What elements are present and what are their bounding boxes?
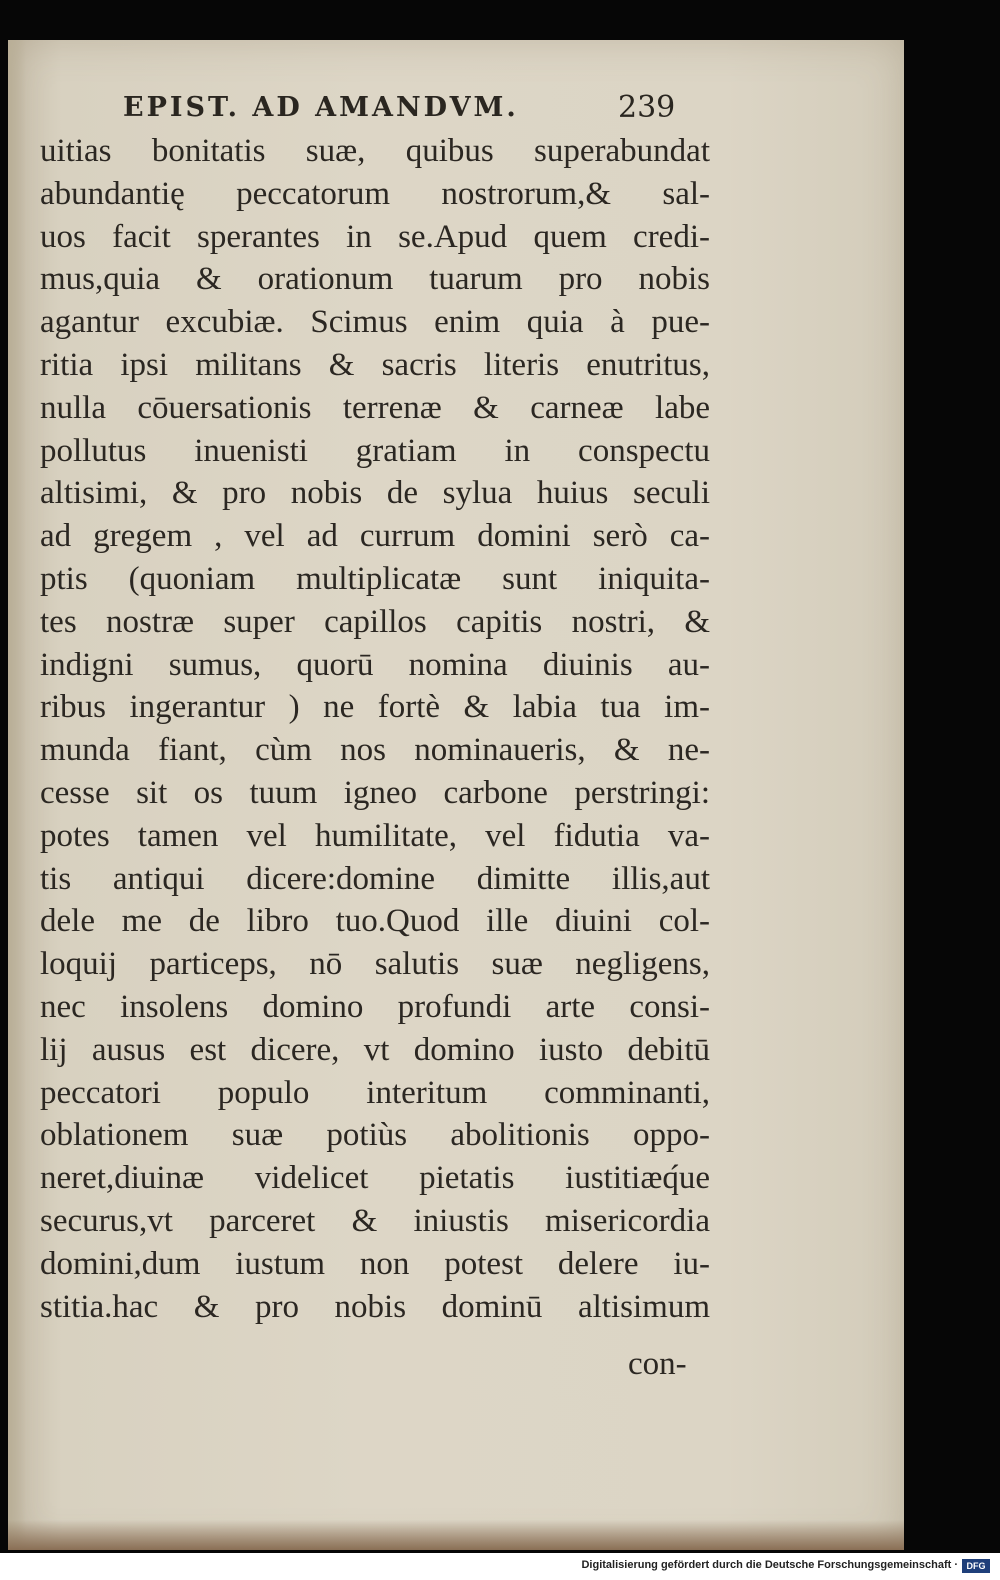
text-line: tis antiqui dicere:domine dimitte illis,aut [40,860,710,897]
dfg-logo-icon: DFG [962,1559,990,1573]
body-text [40,130,710,1328]
text-line: uitias bonitatis suæ, quibus superabundat [40,133,710,169]
text-line: ad gregem , vel ad currum domini serò ca- [40,518,710,555]
text-line: agantur excubiæ. Scimus enim quia à pue- [40,304,710,341]
text-line: altisimi, & pro nobis de sylua huius seculi [40,475,710,512]
funding-credit: Digitalisierung gefördert durch die Deutsche Forschungsgemeinschaft · [581,1559,958,1571]
text-line: neret,diuinæ videlicet pietatis iustitiæq́ue [40,1160,710,1197]
text-line: peccatori populo interitum comminanti, [40,1074,710,1111]
text-line: munda fiant, cùm nos nominaueris, & ne- [40,732,710,769]
book-page [8,40,904,1550]
text-line: tes nostræ super capillos capitis nostri, & [40,603,710,640]
digitization-footer [0,1553,1000,1580]
text-line: securus,vt parceret & iniustis misericordia [40,1202,710,1239]
text-line: nec insolens domino profundi arte consi- [40,988,710,1025]
text-line: ptis (quoniam multiplicatæ sunt iniquita- [40,560,710,597]
text-line: nulla cōuersationis terrenæ & carneæ labe [40,389,710,426]
text-line: oblationem suæ potiùs abolitionis oppo- [40,1117,710,1154]
text-line: pollutus inuenisti gratiam in conspectu [40,432,710,469]
text-line: mus,quia & orationum tuarum pro nobis [40,261,710,298]
running-head-title: EPIST. AD AMANDVM. [123,92,519,123]
catchword: con- [628,1346,687,1382]
text-line: loquij particeps, nō salutis suæ negligens, [40,946,710,983]
text-line: ritia ipsi militans & sacris literis enutritus, [40,346,710,383]
text-line: lij ausus est dicere, vt domino iusto debitū [40,1031,710,1068]
text-line: indigni sumus, quorū nomina diuinis au- [40,646,710,683]
text-line: uos facit sperantes in se.Apud quem credi- [40,218,710,255]
page-number: 239 [618,90,676,125]
text-line: abundantię peccatorum nostrorum,& sal- [40,175,710,212]
text-line: potes tamen vel humilitate, vel fidutia va- [40,817,710,854]
text-line: domini,dum iustum non potest delere iu- [40,1245,710,1282]
page-bottom-edge [8,1520,904,1550]
page-gutter-shadow [8,40,26,1550]
text-line: stitia.hac & pro nobis dominū altisimum [40,1288,710,1325]
text-line: dele me de libro tuo.Quod ille diuini col- [40,903,710,940]
text-line: cesse sit os tuum igneo carbone perstringi: [40,774,710,811]
text-line: ribus ingerantur ) ne fortè & labia tua im- [40,689,710,726]
